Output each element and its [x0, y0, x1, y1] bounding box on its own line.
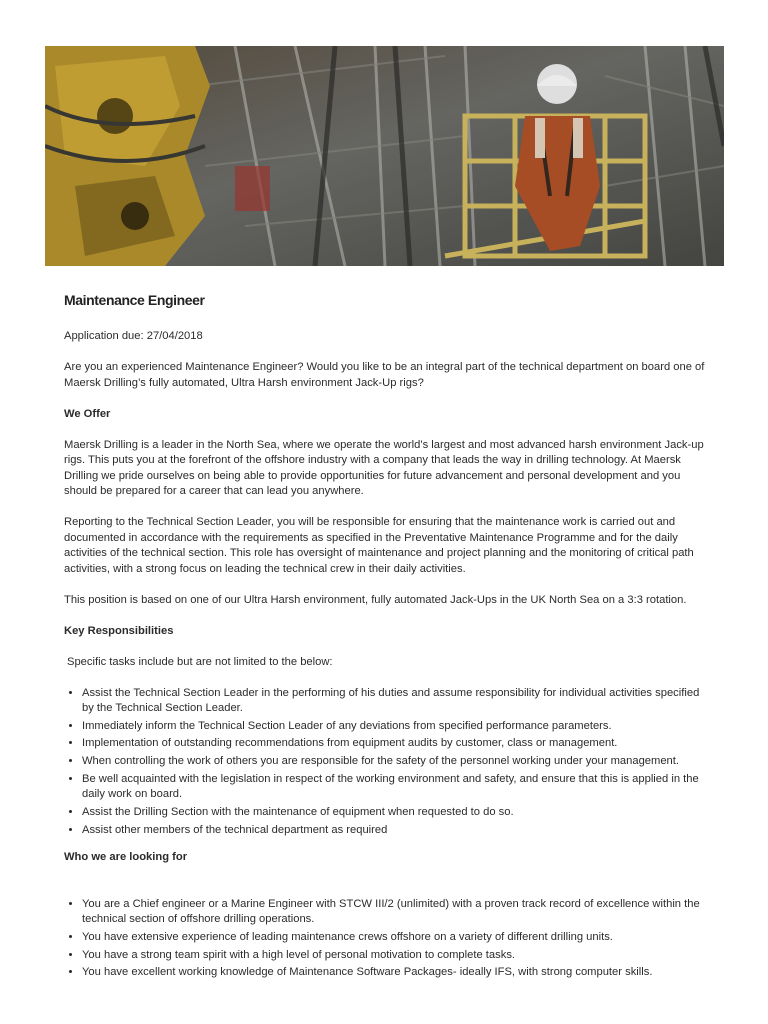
we-offer-heading: We Offer — [64, 407, 111, 420]
key-responsibilities-heading: Key Responsibilities — [64, 624, 174, 637]
hero-image — [45, 46, 724, 266]
responsibilities-intro: Specific tasks include but are not limited to the below: — [67, 655, 333, 668]
offer-paragraph-2: Reporting to the Technical Section Leader, you will be responsible for ensuring that the maintenance work is carried out and documented in accordance with the requirements as specified in the Preventative Maintenance Programme and for the daily activities of the technical section. This role has oversight of maintenance and project planning and the monitoring of critical path activities, with a strong focus on leading the technical crew in their daily activities. — [64, 516, 694, 575]
list-item: • When controlling the work of others you are responsible for the safety of the personnel working under your management. — [82, 754, 714, 770]
job-description — [64, 290, 714, 993]
intro-paragraph: Are you an experienced Maintenance Engineer? Would you like to be an integral part of the technical department on board one of Maersk Drilling’s fully automated, Ultra Harsh environment Jack-Up rigs? — [64, 361, 705, 389]
requirements-list — [64, 897, 714, 981]
list-item: • You have a strong team spirit with a high level of personal motivation to complete tasks. — [82, 948, 714, 964]
responsibilities-list — [64, 686, 714, 839]
list-item: • Assist other members of the technical department as required — [82, 823, 714, 839]
offshore-rig-worker-photo — [45, 46, 724, 266]
list-item: • Implementation of outstanding recommendations from equipment audits by customer, class or management. — [82, 736, 714, 752]
offer-paragraph-1: Maersk Drilling is a leader in the North Sea, where we operate the world’s largest and most advanced harsh environment Jack-up rigs. This puts you at the forefront of the offshore industry with a company that leads the way in drilling technology. At Maersk Drilling we pride ourselves on being able to provide opportunities for future advancement and personal development and you should be prepared for a career that can lead you anywhere. — [64, 438, 704, 497]
list-item: • You have extensive experience of leading maintenance crews offshore on a variety of different drilling units. — [82, 930, 714, 946]
list-item: • Immediately inform the Technical Section Leader of any deviations from specified performance parameters. — [82, 719, 714, 735]
list-item: • Assist the Drilling Section with the maintenance of equipment when requested to do so. — [82, 805, 714, 821]
offer-paragraph-3: This position is based on one of our Ultra Harsh environment, fully automated Jack-Ups in the UK North Sea on a 3:3 rotation. — [64, 593, 687, 606]
list-item: • Be well acquainted with the legislation in respect of the working environment and safety, and ensure that this is applied in the daily work on board. — [82, 772, 714, 803]
job-title: Maintenance Engineer — [64, 292, 205, 308]
list-item: • Assist the Technical Section Leader in the performing of his duties and assume responsibility for individual activities specified by the Technical Section Leader. — [82, 686, 714, 717]
application-due: Application due: 27/04/2018 — [64, 330, 203, 342]
list-item: • You are a Chief engineer or a Marine Engineer with STCW III/2 (unlimited) with a proven track record of excellence within the technical section of offshore drilling operations. — [82, 897, 714, 928]
who-we-are-looking-for-heading: Who we are looking for — [64, 851, 188, 864]
list-item: • You have excellent working knowledge of Maintenance Software Packages- ideally IFS, with strong computer skills. — [82, 965, 714, 981]
